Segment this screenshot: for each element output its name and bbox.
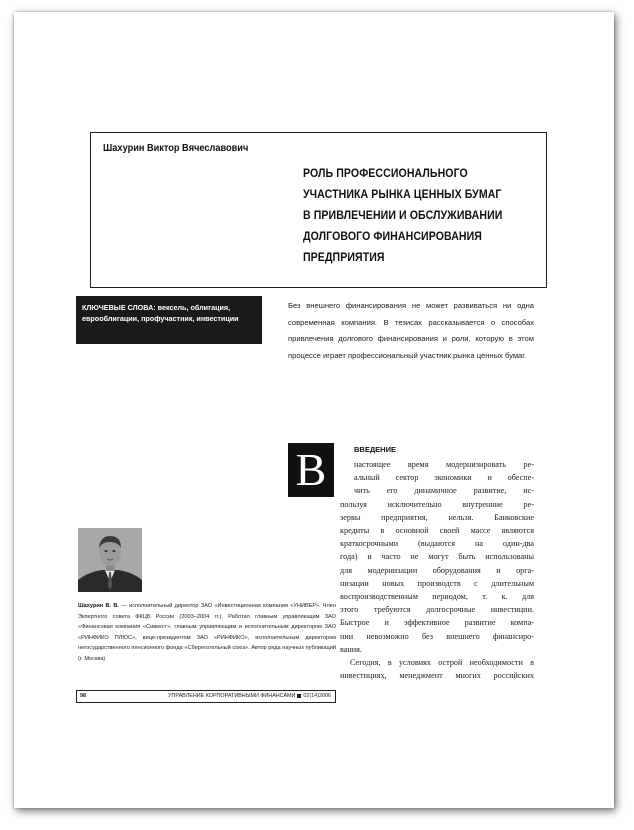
keywords-text: КЛЮЧЕВЫЕ СЛОВА: вексель, облигация, еврооблигации, профучастник, инвестиции [82, 303, 239, 323]
article-title [303, 163, 543, 268]
body-line: краткосрочными (выдаются на один-два [340, 539, 534, 549]
journal-page [14, 12, 614, 808]
body-line: года) и часто не могут быть использованы [340, 552, 534, 562]
journal-name: УПРАВЛЕНИЕ КОРПОРАТИВНЫМИ ФИНАНСАМИ [168, 693, 296, 699]
issue-number: 02(14)2006 [303, 693, 331, 699]
body-line: Быстрое и эффективное развитие компа- [340, 618, 534, 628]
body-line: для модернизации оборудования и орга- [340, 565, 534, 575]
body-text [340, 458, 534, 682]
body-line: этого требуются долгосрочные инвестиции. [340, 605, 534, 615]
body-line: кредиты в основной своей массе являются [340, 526, 534, 536]
body-line: воспроизводственным периодом, т. к. для [340, 592, 534, 602]
author-header: Шахурин Виктор Вячеславович [103, 143, 249, 154]
title-line: ПРЕДПРИЯТИЯ [303, 250, 385, 264]
title-line: ДОЛГОВОГО ФИНАНСИРОВАНИЯ [303, 229, 482, 243]
journal-info [168, 693, 331, 699]
section-heading: ВВЕДЕНИЕ [354, 445, 396, 454]
body-line: Сегодня, в условиях острой необходимости в [350, 658, 534, 668]
page-number: 98 [80, 693, 86, 699]
author-portrait-image [78, 528, 142, 592]
body-line: низации новых производств с длительным [340, 578, 534, 588]
body-line: зервы предприятия, нельзя. Банковские [340, 512, 534, 522]
author-photo [78, 528, 142, 592]
body-line: чить его динамичное развитие, ис- [354, 486, 534, 496]
body-line: вания. [340, 644, 362, 654]
abstract: Без внешнего финансирования не может развиваться ни одна современная компания. В тезисах рассказывается о способах привлечения долгового финансирования и роли, которую в этом процессе играет профессиональный участник рынка ценных бумаг. [288, 301, 534, 360]
body-line: нии невозможно без внешнего финансиро- [340, 631, 534, 641]
title-line: РОЛЬ ПРОФЕССИОНАЛЬНОГО [303, 166, 468, 180]
body-line: настоящее время модернизировать ре- [354, 460, 534, 469]
bio-text: — исполнительный директор ЗАО «Инвестиционная компания «УНИВЕР». Член Экпертного совета ФКЦБ России (2003–2004 гг.). Работал главным управляющим ЗАО «Финансовая компания «Сивекст», главным управляющим и исполнительным директором ЗАО «РИНФИКО ПЛЮС», вице-президентом ЗАО «РИНФИКО», исполнительным директором негосударственного пенсионного фонда «Сберегательный союз». Автор ряда научных публикаций (г. Москва) [78, 603, 336, 662]
keywords-box [76, 296, 262, 344]
title-frame [90, 132, 547, 288]
bio-name: Шахурин В. В. [78, 603, 119, 609]
page-footer [76, 690, 336, 703]
drop-cap: В [288, 443, 334, 497]
body-line: альный сектор экономики и обеспе- [354, 473, 534, 483]
title-line: В ПРИВЛЕЧЕНИИ И ОБСЛУЖИВАНИИ [303, 208, 503, 222]
title-line: УЧАСТНИКА РЫНКА ЦЕННЫХ БУМАГ [303, 187, 502, 201]
body-line: пользуя исключительно внутренние ре- [340, 499, 534, 509]
author-bio [78, 601, 336, 665]
body-line: инвестициях, менеджмент многих российских [340, 671, 534, 681]
square-bullet-icon [297, 694, 301, 698]
